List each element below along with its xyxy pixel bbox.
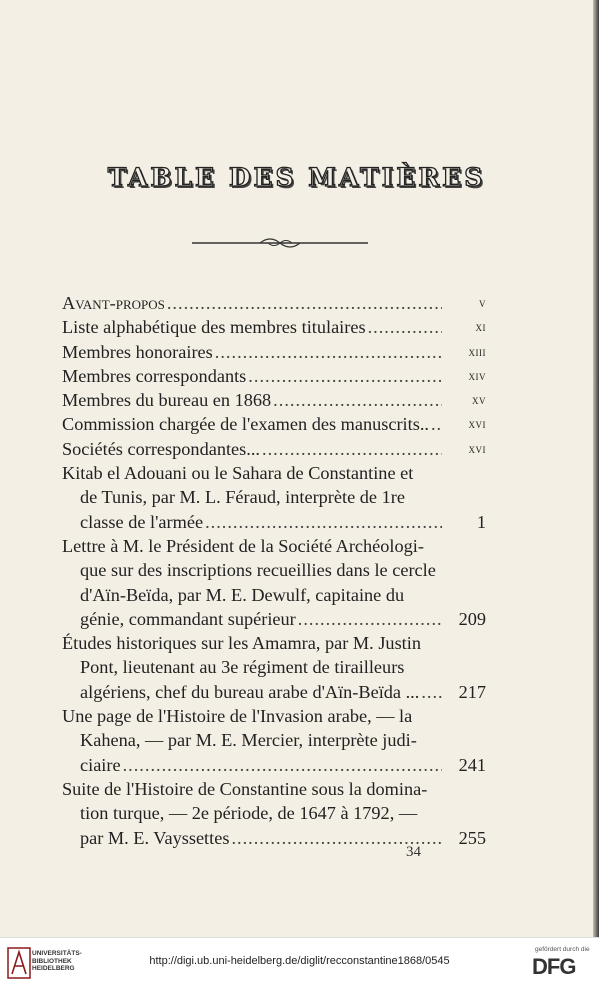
toc-line: [62, 583, 486, 607]
dot-leader: [246, 364, 442, 388]
toc-entry: [62, 461, 486, 534]
toc-line: [62, 510, 486, 534]
toc-line: [62, 631, 486, 655]
library-name-line: UNIVERSITÄTS-: [32, 950, 82, 957]
toc-entry-text: ciaire: [80, 754, 121, 775]
toc-line: [62, 704, 486, 728]
toc-page-number: 241: [458, 754, 486, 775]
toc-entry-text: Une page de l'Histoire de l'Invasion arabe, — la: [62, 706, 413, 727]
toc-line: [62, 728, 486, 752]
dot-leader: [419, 680, 442, 704]
ornament-divider: [190, 234, 370, 250]
toc-entry-text: Avant-propos: [62, 293, 165, 313]
toc-page-number: xvi: [468, 416, 486, 432]
toc-entry-text: Membres du bureau en 1868: [62, 390, 272, 411]
toc-entry: [62, 631, 486, 704]
toc-line: [62, 364, 486, 388]
toc-entry-text: d'Aïn-Beïda, par M. E. Dewulf, capitaine du: [80, 584, 405, 605]
toc-entry: [62, 388, 486, 412]
toc-page-number: 217: [458, 681, 486, 702]
sponsor-label: gefördert durch die: [535, 946, 590, 953]
toc-entry-text: Liste alphabétique des membres titulaires: [62, 317, 366, 338]
toc-entry-text: Kitab el Adouani ou le Sahara de Constantine et: [62, 463, 414, 484]
toc-line: [62, 753, 486, 777]
toc-entry: [62, 340, 486, 364]
toc-line: [62, 461, 486, 485]
page-title: TABLE DES MATIÈRES: [107, 163, 486, 192]
toc-entry: [62, 534, 486, 631]
dfg-logo: DFG: [532, 954, 576, 979]
toc-line: [62, 485, 486, 509]
toc-page-number: 1: [476, 511, 486, 532]
dot-leader: [165, 291, 442, 315]
toc-line: [62, 437, 486, 461]
toc-entry-text: Sociétés correspondantes...: [62, 438, 260, 459]
toc-page-number: xiv: [468, 367, 486, 383]
dot-leader: [429, 412, 442, 436]
toc-entry-text: classe de l'armée: [80, 511, 204, 532]
toc-entry: [62, 364, 486, 388]
toc-line: [62, 680, 486, 704]
toc-page-number: xiii: [468, 343, 486, 359]
dot-leader: [121, 753, 442, 777]
toc-entry-text: tion turque, — 2e période, de 1647 à 1792, —: [80, 803, 418, 824]
source-url-link[interactable]: http://digi.ub.uni-heidelberg.de/diglit/recconstantine1868/0545: [149, 955, 450, 967]
toc-line: [62, 291, 486, 315]
toc-line: [62, 558, 486, 582]
toc-line: [62, 534, 486, 558]
toc-line: [62, 777, 486, 801]
toc-entry-text: Kahena, — par M. E. Mercier, interprète judi-: [80, 730, 417, 751]
signature-number: 34: [406, 844, 421, 860]
toc-entry-text: génie, commandant supérieur: [80, 608, 296, 629]
dot-leader: [271, 388, 442, 412]
toc-entry-text: Pont, lieutenant au 3e régiment de tirailleurs: [80, 657, 405, 678]
toc-line: [62, 826, 486, 850]
library-name-line: HEIDELBERG: [32, 965, 75, 972]
toc-page-number: 255: [458, 827, 486, 848]
toc-entry-text: Commission chargée de l'examen des manuscrits..: [62, 414, 429, 435]
toc-page-number: xvi: [468, 440, 486, 456]
toc-entry: [62, 704, 486, 777]
toc-entry-text: de Tunis, par M. L. Féraud, interprète de 1re: [80, 487, 405, 508]
library-name-line: BIBLIOTHEK: [32, 957, 72, 965]
toc-entry-text: Membres correspondants: [62, 365, 247, 386]
toc-page-number: v: [479, 295, 486, 310]
dot-leader: [366, 315, 442, 339]
page-edge: [593, 0, 599, 987]
toc-entry-text: que sur des inscriptions recueillies dans le cercle: [80, 560, 436, 581]
toc-line: [62, 655, 486, 679]
toc-line: [62, 412, 486, 436]
toc-entry: [62, 437, 486, 461]
table-of-contents: [62, 291, 486, 850]
toc-entry-text: Suite de l'Histoire de Constantine sous la domina-: [62, 778, 428, 799]
toc-entry-text: algériens, chef du bureau arabe d'Aïn-Beïda ...: [80, 681, 420, 702]
footer-bar: [0, 937, 599, 988]
toc-page-number: xv: [472, 392, 486, 408]
toc-entry-text: par M. E. Vayssettes: [80, 827, 230, 848]
toc-line: [62, 340, 486, 364]
toc-entry: [62, 412, 486, 436]
toc-line: [62, 315, 486, 339]
toc-line: [62, 801, 486, 825]
toc-line: [62, 607, 486, 631]
dot-leader: [260, 437, 442, 461]
dot-leader: [203, 510, 442, 534]
toc-line: [62, 388, 486, 412]
toc-entry-text: Membres honoraires: [62, 341, 213, 362]
toc-page-number: xi: [475, 319, 486, 335]
dot-leader: [213, 340, 442, 364]
toc-entry-text: Études historiques sur les Amamra, par M. Justin: [62, 633, 421, 654]
toc-page-number: 209: [458, 608, 486, 629]
toc-entry: [62, 315, 486, 339]
dot-leader: [296, 607, 442, 631]
toc-entry: [62, 777, 486, 850]
toc-entry: [62, 291, 486, 315]
toc-entry-text: Lettre à M. le Président de la Société Archéologi-: [62, 535, 424, 556]
